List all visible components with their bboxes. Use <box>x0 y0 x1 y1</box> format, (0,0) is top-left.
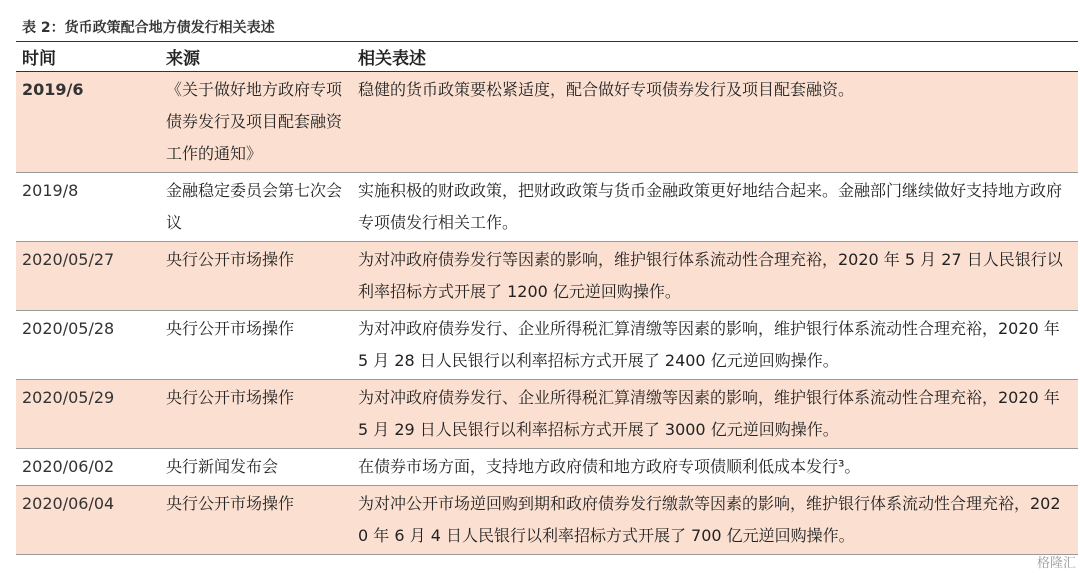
cell-source: 央行公开市场操作 <box>160 380 352 449</box>
cell-statement: 为对冲政府债券发行、企业所得税汇算清缴等因素的影响，维护银行体系流动性合理充裕，2020 年 5 月 29 日人民银行以利率招标方式开展了 3000 亿元逆回购操作。 <box>352 380 1078 449</box>
table-row <box>16 380 1078 449</box>
cell-statement: 为对冲政府债券发行、企业所得税汇算清缴等因素的影响，维护银行体系流动性合理充裕，2020 年 5 月 28 日人民银行以利率招标方式开展了 2400 亿元逆回购操作。 <box>352 311 1078 380</box>
cell-date: 2020/06/02 <box>16 449 160 486</box>
table-row <box>16 173 1078 242</box>
policy-table <box>16 41 1078 555</box>
table-caption: 表 2：货币政策配合地方债发行相关表述 <box>22 20 275 36</box>
table-row <box>16 311 1078 380</box>
cell-date: 2020/05/28 <box>16 311 160 380</box>
cell-source: 《关于做好地方政府专项债券发行及项目配套融资工作的通知》 <box>160 72 352 173</box>
cell-statement: 为对冲政府债券发行等因素的影响，维护银行体系流动性合理充裕，2020 年 5 月 27 日人民银行以利率招标方式开展了 1200 亿元逆回购操作。 <box>352 242 1078 311</box>
cell-source: 央行新闻发布会 <box>160 449 352 486</box>
cell-statement: 在债券市场方面，支持地方政府债和地方政府专项债顺利低成本发行³。 <box>352 449 1078 486</box>
cell-statement: 为对冲公开市场逆回购到期和政府债券发行缴款等因素的影响，维护银行体系流动性合理充裕，2020 年 6 月 4 日人民银行以利率招标方式开展了 700 亿元逆回购操作。 <box>352 486 1078 555</box>
table-body <box>16 72 1078 555</box>
table-row <box>16 242 1078 311</box>
cell-date: 2020/05/29 <box>16 380 160 449</box>
cell-source: 央行公开市场操作 <box>160 242 352 311</box>
cell-source: 央行公开市场操作 <box>160 311 352 380</box>
cell-statement: 稳健的货币政策要松紧适度，配合做好专项债券发行及项目配套融资。 <box>352 72 1078 173</box>
cell-date: 2020/06/04 <box>16 486 160 555</box>
table-header <box>16 42 1078 72</box>
cell-date: 2019/8 <box>16 173 160 242</box>
header-row <box>16 42 1078 72</box>
cell-source: 金融稳定委员会第七次会议 <box>160 173 352 242</box>
table-row <box>16 449 1078 486</box>
cell-date: 2020/05/27 <box>16 242 160 311</box>
header-date: 时间 <box>16 42 160 72</box>
watermark-logo: 格隆汇 <box>1036 556 1076 571</box>
header-source: 来源 <box>160 42 352 72</box>
table-row <box>16 72 1078 173</box>
table-row <box>16 486 1078 555</box>
header-statement: 相关表述 <box>352 42 1078 72</box>
cell-source: 央行公开市场操作 <box>160 486 352 555</box>
cell-date: 2019/6 <box>16 72 160 173</box>
cell-statement: 实施积极的财政政策，把财政政策与货币金融政策更好地结合起来。金融部门继续做好支持地方政府专项债发行相关工作。 <box>352 173 1078 242</box>
